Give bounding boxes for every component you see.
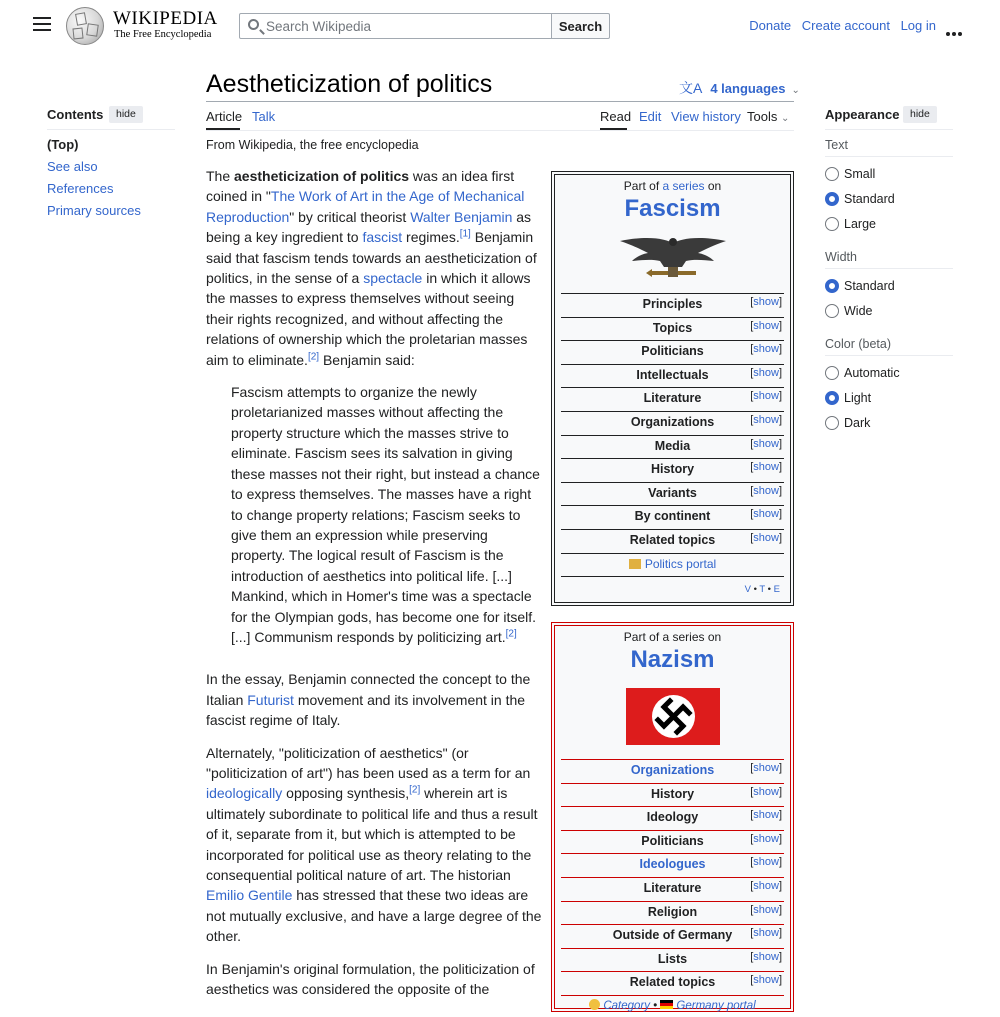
flag-disc — [652, 695, 695, 738]
show-toggle[interactable]: [show] — [750, 531, 782, 544]
row-label[interactable]: Organizations — [630, 763, 715, 777]
link-spectacle[interactable]: spectacle — [363, 270, 423, 287]
text: on — [704, 179, 722, 193]
show-toggle[interactable]: [show] — [750, 461, 782, 474]
article-body — [206, 166, 542, 1011]
show-toggle[interactable]: [show] — [750, 809, 782, 822]
show-link[interactable]: show — [753, 809, 779, 822]
vte-links: V • T • E — [561, 576, 784, 598]
text: The — [206, 168, 235, 184]
navbox-row-related-topics — [561, 529, 784, 553]
toc-item-see-also[interactable]: See also — [47, 159, 98, 174]
show-link[interactable]: show — [753, 974, 779, 987]
nazi-flag-image[interactable] — [626, 688, 720, 745]
languages-button[interactable] — [679, 78, 800, 98]
width-divider — [825, 268, 953, 269]
portal-icon — [629, 559, 641, 569]
navbox-row-literature — [561, 877, 784, 901]
search-input[interactable] — [266, 14, 546, 38]
log-in-link[interactable]: Log in — [900, 18, 936, 33]
text: Benjamin said: — [319, 351, 415, 368]
tab-article[interactable]: Article — [206, 109, 243, 124]
text-size-large-radio[interactable]: Large — [825, 217, 876, 233]
page-title: Aestheticization of politics — [206, 70, 493, 98]
show-toggle[interactable]: [show] — [750, 343, 782, 356]
view-template-link[interactable]: V — [744, 583, 751, 595]
appearance-hide-button[interactable]: hide — [903, 106, 937, 123]
show-link[interactable]: show — [753, 461, 779, 474]
row-label[interactable]: History — [650, 462, 695, 477]
show-toggle[interactable]: [show] — [750, 413, 782, 426]
navbox-row-lists — [561, 948, 784, 972]
text: wherein art is ultimately subordinate to political life and thus a result of it, separate from it, but which is attempted to be incorporated for political use as theory relating to the consequential political nature of art. The historian — [206, 785, 538, 883]
citation-2[interactable]: [2] — [409, 784, 421, 796]
show-toggle[interactable]: [show] — [750, 832, 782, 845]
search-icon — [248, 19, 259, 30]
edit-template-link[interactable]: E — [773, 583, 780, 595]
navbox-row-by-continent — [561, 505, 784, 529]
navbox-row-media — [561, 435, 784, 459]
navbox-row-history — [561, 783, 784, 807]
donate-link[interactable]: Donate — [749, 18, 792, 33]
title-divider — [206, 101, 794, 102]
color-divider — [825, 355, 953, 356]
text: In Benjamin's original formulation, the politicization of aesthetics was considered the opposite of the — [206, 960, 535, 998]
show-toggle[interactable]: [show] — [750, 319, 782, 332]
toc-item-top[interactable]: (Top) — [47, 137, 79, 152]
width-label: Width — [825, 250, 857, 264]
show-toggle[interactable]: [show] — [750, 508, 782, 521]
paragraph — [206, 669, 542, 730]
user-links — [742, 18, 936, 33]
wikipedia-tagline: The Free Encyclopedia — [114, 29, 212, 40]
row-label[interactable]: Principles — [642, 297, 703, 311]
width-standard-radio[interactable]: Standard — [825, 279, 895, 295]
link-ideologically[interactable]: ideologically — [206, 785, 283, 802]
paragraph — [206, 166, 542, 370]
navbox-row-history — [561, 458, 784, 482]
bold-term: aestheticization of politics — [234, 168, 410, 184]
toc-item-references[interactable]: References — [47, 181, 114, 196]
navbox-row-organizations — [561, 759, 784, 783]
more-options-icon[interactable] — [946, 23, 964, 28]
text: " by critical theorist — [289, 208, 411, 225]
show-link[interactable]: show — [753, 437, 779, 450]
germany-flag-icon — [660, 1000, 673, 1009]
link-fascist[interactable]: fascist — [362, 229, 403, 246]
toc-hide-button[interactable]: hide — [109, 106, 143, 123]
citation-2[interactable]: [2] — [505, 628, 517, 640]
text: in which it allows the masses to express themselves without seeing their rights recognized, and without affecting the relations of ownership which the proletarian masses aim to eliminate. — [206, 270, 531, 368]
width-wide-radio[interactable]: Wide — [825, 304, 872, 320]
show-toggle[interactable]: [show] — [750, 762, 782, 774]
show-toggle[interactable]: [show] — [750, 856, 782, 869]
paragraph — [206, 959, 542, 1000]
row-label[interactable]: By continent — [634, 509, 711, 524]
site-subtitle: From Wikipedia, the free encyclopedia — [206, 138, 419, 152]
blockquote — [231, 382, 542, 647]
show-link[interactable]: show — [753, 762, 779, 774]
show-toggle[interactable]: [show] — [750, 903, 782, 916]
show-toggle[interactable]: [show] — [750, 879, 782, 892]
show-link[interactable]: show — [753, 903, 779, 916]
color-automatic-radio[interactable]: Automatic — [825, 366, 900, 382]
navbox-row-religion — [561, 901, 784, 925]
color-dark-radio[interactable]: Dark — [825, 416, 870, 432]
text: was an idea first coined in " — [206, 168, 515, 205]
text: Alternately, "politicization of aesthetics" (or "politicization of art") has been used as a term for an — [206, 744, 531, 781]
show-link[interactable]: show — [753, 319, 779, 332]
navbox-row-topics — [561, 317, 784, 341]
tools-label: Tools — [747, 109, 778, 124]
appearance-heading: Appearance — [825, 107, 900, 122]
series-link[interactable]: a series — [662, 179, 705, 193]
row-label[interactable]: Topics — [652, 320, 693, 335]
row-label[interactable]: Outside of Germany — [612, 928, 733, 943]
show-link[interactable]: show — [753, 832, 779, 845]
show-link[interactable]: show — [753, 366, 779, 379]
text-size-small-radio[interactable]: Small — [825, 167, 875, 183]
chevron-down-icon: ⌄ — [791, 85, 800, 96]
quote-text: Fascism attempts to organize the newly proletarianized masses without affecting the property structure which the masses strive to eliminate. Fascism sees its salvation in giving these masses not their right, but instead a chance to express themselves. The masses have a right to change property relations; Fascism seeks to give them an expression while preserving property. The logical result of Fascism is the introduction of aesthetics into political life. [...] Mankind, which in Homer's time was a spectacle for the Olympian gods, has become one for itself. [...] Communism responds by politicizing art. — [231, 384, 540, 645]
navbox-row-related-topics — [561, 971, 784, 995]
languages-label: 4 languages — [710, 81, 786, 96]
text-size-label: Text — [825, 138, 848, 152]
show-toggle[interactable]: [show] — [750, 366, 782, 379]
fascism-sidebar-inner — [554, 174, 791, 603]
text: opposing synthesis, — [282, 785, 410, 802]
row-label[interactable]: Intellectuals — [636, 367, 709, 382]
link-walter-benjamin[interactable]: Walter Benjamin — [410, 208, 513, 225]
show-link[interactable]: show — [753, 390, 779, 403]
citation-2[interactable]: [2] — [307, 351, 320, 362]
navbox-row-intellectuals — [561, 364, 784, 388]
create-account-link[interactable]: Create account — [801, 18, 890, 33]
show-toggle[interactable]: [show] — [750, 785, 782, 798]
search-button[interactable]: Search — [551, 13, 610, 39]
search-box — [239, 13, 552, 39]
politics-portal-row — [561, 553, 784, 576]
show-toggle[interactable]: [show] — [750, 950, 782, 963]
fascist-eagle-emblem[interactable] — [618, 233, 728, 285]
tab-talk[interactable]: Talk — [252, 109, 276, 124]
row-label[interactable]: Media — [654, 438, 691, 453]
text: Part of — [623, 179, 663, 193]
row-label[interactable]: Literature — [643, 391, 702, 406]
row-label[interactable]: Variants — [648, 485, 697, 500]
link-futurist[interactable]: Futurist — [247, 691, 294, 708]
nazism-title[interactable]: Nazism — [630, 646, 715, 673]
wikipedia-wordmark[interactable]: WIKIPEDIA — [113, 8, 218, 29]
talk-template-link[interactable]: T — [759, 583, 766, 595]
tab-read[interactable]: Read — [600, 109, 632, 124]
show-toggle[interactable]: [show] — [750, 974, 782, 987]
germany-portal-link[interactable]: Germany portal — [676, 999, 756, 1012]
toc-divider — [47, 129, 175, 130]
show-toggle[interactable]: [show] — [750, 437, 782, 450]
navbox-row-politicians — [561, 830, 784, 854]
toc-heading: Contents — [47, 107, 104, 122]
show-link[interactable]: show — [753, 484, 779, 497]
show-link[interactable]: show — [753, 413, 779, 426]
series-caption — [555, 179, 790, 193]
citation-1[interactable]: [1] — [459, 228, 471, 240]
toc-item-primary-sources[interactable]: Primary sources — [47, 203, 141, 218]
navbox-row-principles — [561, 293, 784, 317]
wikipedia-globe-logo[interactable] — [66, 7, 104, 45]
header — [0, 0, 1000, 52]
nazism-sidebar-inner — [554, 625, 791, 1012]
show-link[interactable]: show — [753, 296, 779, 308]
category-link[interactable]: Category — [603, 999, 650, 1012]
tools-menu[interactable] — [747, 109, 789, 124]
text: In the essay, Benjamin connected the concept to the Italian — [206, 671, 531, 708]
navbox-row-organizations — [561, 411, 784, 435]
navbox-row-politicians — [561, 340, 784, 364]
link-work-of-art[interactable]: The Work of Art in the Age of Mechanical Reproduction — [206, 188, 525, 225]
color-label: Color (beta) — [825, 337, 891, 351]
navbox-row-ideology — [561, 806, 784, 830]
nazism-sidebar — [551, 622, 794, 1012]
row-label[interactable]: Lists — [657, 951, 688, 966]
text: Benjamin said that fascism tends towards an aestheticization of politics, in the sense of a — [206, 229, 537, 287]
paragraph — [206, 743, 542, 947]
text-size-standard-radio[interactable]: Standard — [825, 192, 895, 208]
show-link[interactable]: show — [753, 343, 779, 356]
appearance-divider — [825, 129, 953, 130]
eagle-icon — [618, 233, 728, 285]
row-label[interactable]: Ideology — [646, 810, 699, 825]
row-label[interactable]: Politicians — [641, 833, 704, 848]
navbox-row-outside-of-germany — [561, 924, 784, 948]
link-emilio-gentile[interactable]: Emilio Gentile — [206, 887, 293, 904]
main-menu-icon[interactable] — [33, 17, 51, 33]
show-link[interactable]: show — [753, 508, 779, 521]
navbox-row-variants — [561, 482, 784, 506]
swastika-icon — [652, 695, 695, 738]
row-label[interactable]: History — [650, 786, 695, 801]
show-link[interactable]: show — [753, 950, 779, 963]
row-label[interactable]: Related topics — [629, 975, 716, 990]
nazism-footer-row: Category • Germany portal — [561, 995, 784, 1017]
chevron-down-icon: ⌄ — [780, 113, 790, 124]
navbox-row-ideologues — [561, 853, 784, 877]
tab-view-history[interactable]: View history — [671, 109, 741, 124]
row-label[interactable]: Literature — [643, 880, 702, 895]
show-link[interactable]: show — [753, 879, 779, 892]
show-toggle[interactable]: [show] — [750, 484, 782, 497]
series-caption: Part of a series on — [623, 630, 722, 644]
row-label[interactable]: Related topics — [629, 532, 716, 547]
row-label[interactable]: Ideologues — [639, 857, 706, 872]
text: as being a key ingredient to — [206, 208, 532, 246]
row-label[interactable]: Organizations — [630, 414, 715, 429]
navbox-row-literature — [561, 387, 784, 411]
show-link[interactable]: show — [753, 531, 779, 544]
text: regimes. — [402, 229, 460, 246]
show-link[interactable]: show — [753, 785, 779, 798]
tab-edit[interactable]: Edit — [639, 109, 662, 124]
fascism-title[interactable]: Fascism — [624, 195, 721, 222]
fascism-sidebar — [551, 171, 794, 606]
show-toggle[interactable]: [show] — [750, 296, 782, 308]
text-size-divider — [825, 156, 953, 157]
category-icon — [589, 999, 600, 1010]
language-icon: 文A — [679, 80, 703, 96]
row-label[interactable]: Religion — [647, 904, 698, 919]
show-link[interactable]: show — [753, 927, 779, 940]
text: has stressed that these two ideas are not mutually exclusive, and have a large degree of the other. — [206, 887, 542, 945]
text: movement and its involvement in the fascist regime of Italy. — [206, 691, 526, 729]
politics-portal-link[interactable]: Politics portal — [644, 556, 717, 571]
row-label[interactable]: Politicians — [641, 344, 704, 359]
color-light-radio[interactable]: Light — [825, 391, 871, 407]
show-link[interactable]: show — [753, 856, 779, 869]
show-toggle[interactable]: [show] — [750, 927, 782, 940]
tabs-divider — [206, 130, 794, 131]
show-toggle[interactable]: [show] — [750, 390, 782, 403]
